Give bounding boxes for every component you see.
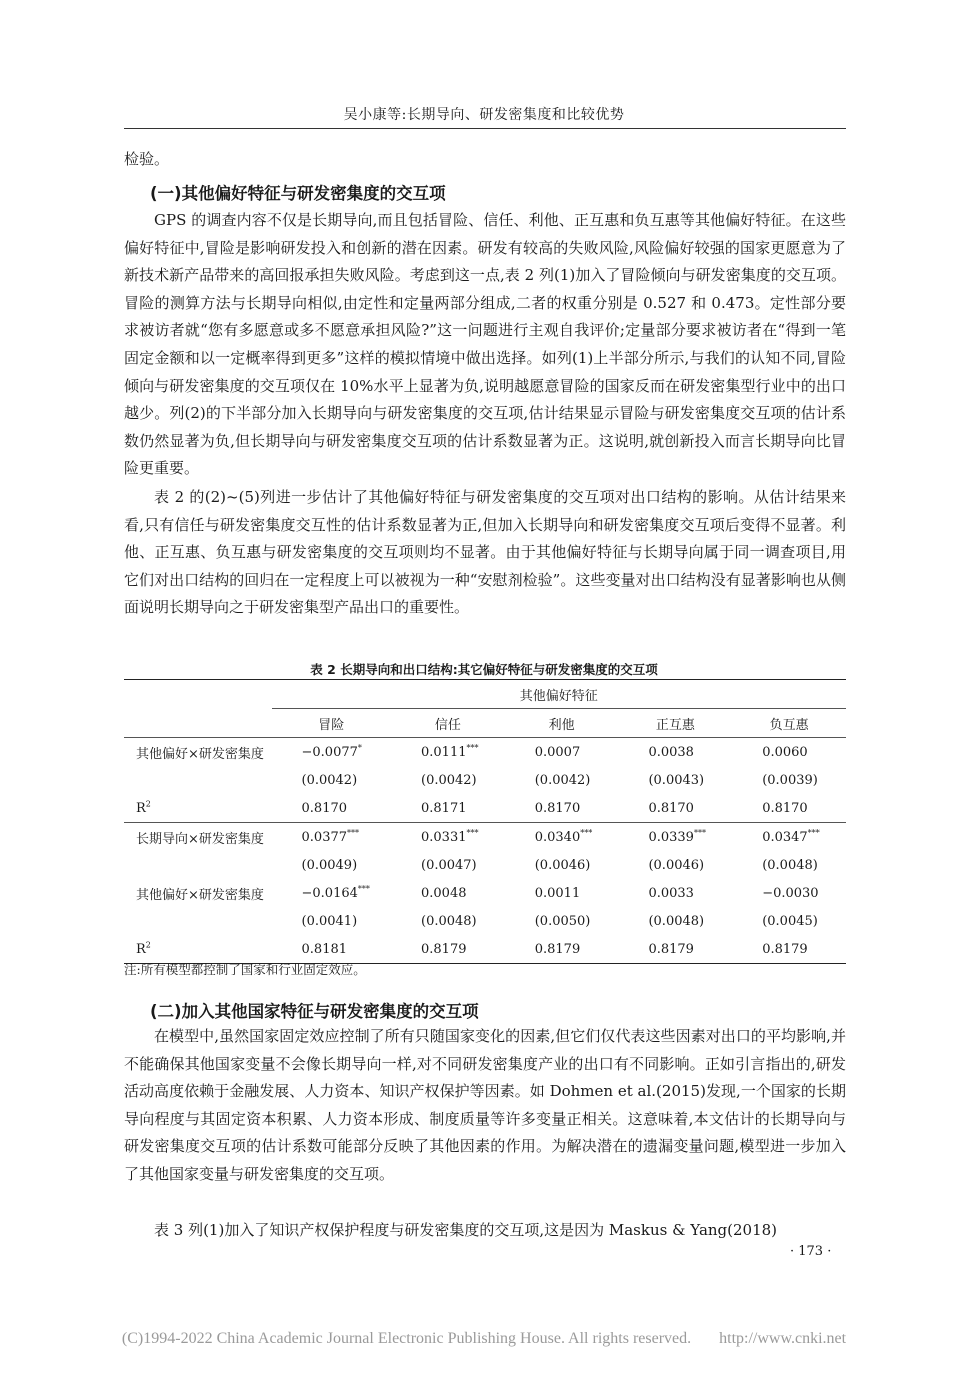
- coef-cell: 0.0060: [762, 744, 808, 760]
- coef-cell: −0.0077*: [301, 743, 362, 760]
- coef-cell: 0.0033: [648, 885, 694, 901]
- results-table: [124, 679, 846, 964]
- se-cell: (0.0041): [301, 913, 358, 929]
- coef-cell: 0.0111***: [421, 743, 479, 760]
- table-row: [124, 907, 846, 935]
- table-row: [124, 738, 846, 767]
- r2-label: $R^2$: [136, 799, 151, 816]
- coef-cell: 0.0339***: [618, 823, 732, 852]
- table-column-header-row: [124, 709, 846, 738]
- section-heading-2: (二)加入其他国家特征与研发密集度的交互项: [150, 1002, 479, 1021]
- table-row: [124, 851, 846, 879]
- se-cell: (0.0045): [762, 913, 818, 929]
- group-header: 其他偏好特征: [272, 680, 846, 709]
- se-cell: (0.0039): [762, 772, 818, 788]
- se-cell: (0.0050): [534, 913, 591, 929]
- table-row: [124, 879, 846, 907]
- previous-paragraph-tail: 检验。: [124, 150, 170, 168]
- r2-cell: 0.8181: [272, 935, 391, 964]
- se-cell: (0.0048): [421, 913, 477, 929]
- table-row: [124, 823, 846, 852]
- footer-url: http://www.cnki.net: [719, 1330, 847, 1347]
- coef-cell: 0.0331***: [391, 823, 505, 852]
- table-row: [124, 766, 846, 794]
- copyright-text: (C)1994-2022 China Academic Journal Electronic Publishing House. All rights reserved.: [121, 1330, 692, 1347]
- header-rule: [124, 128, 846, 129]
- table-group-header-row: [124, 680, 846, 709]
- table-caption: 表 2 长期导向和出口结构:其它偏好特征与研发密集度的交互项: [310, 662, 658, 677]
- body-paragraph-1: GPS 的调查内容不仅是长期导向,而且包括冒险、信任、利他、正互惠和负互惠等其他偏好特征。在这些偏好特征中,冒险是影响研发投入和创新的潜在因素。研发有较高的失败风险,风险偏好较强的国家更愿意为了新技术新产品带来的高回报承担失败风险。考虑到这一点,表 2 列(1)加入了冒险倾向与研发密集度的交互项。冒险的测算方法与长期导向相似,由定性和定量两部分组成,二者的权重分别是 0.527 和 0.473。定性部分要求被访者就“您有多愿意或多不愿意承担风险?”这一问题进行主观自我评价;定量部分要求被访者在“得到一笔固定金额和以一定概率得到更多”这样的模拟情境中做出选择。如列(1)上半部分所示,与我们的认知不同,冒险倾向与研发密集度的交互项仅在 10%水平上显著为负,说明越愿意冒险的国家反而在研发密集型行业中的出口越少。列(2)的下半部分加入长期导向与研发密集度的交互项,估计结果显示冒险与研发密集度交互项的估计系数仍然显著为负,但长期导向与研发密集度交互项的估计系数显著为正。这说明,就创新投入而言长期导向比冒险更重要。: [124, 211, 846, 478]
- body-paragraph-2: 表 2 的(2)~(5)列进一步估计了其他偏好特征与研发密集度的交互项对出口结构的影响。从估计结果来看,只有信任与研发密集度交互性的估计系数显著为正,但加入长期导向和研发密集度交互项后变得不显著。利他、正互惠、负互惠与研发密集度的交互项则均不显著。由于其他偏好特征与长期导向属于同一调查项目,用它们对出口结构的回归在一定程度上可以被视为一种“安慰剂检验”。这些变量对出口结构没有显著影响也从侧面说明长期导向之于研发密集型产品出口的重要性。: [124, 488, 846, 617]
- coef-cell: 0.0377***: [272, 823, 391, 852]
- se-cell: (0.0046): [648, 857, 705, 873]
- table-note: 注:所有模型都控制了国家和行业固定效应。: [124, 962, 366, 977]
- r2-cell: 0.8170: [534, 800, 581, 816]
- column-header: 负互惠: [732, 709, 846, 738]
- r2-label: $R^2$: [124, 935, 272, 964]
- column-header: 正互惠: [618, 709, 732, 738]
- se-cell: (0.0043): [648, 772, 705, 788]
- column-header: 利他: [505, 709, 619, 738]
- body-paragraph-3: 在模型中,虽然国家固定效应控制了所有只随国家变化的因素,但它们仅代表这些因素对出口的平均影响,并不能确保其他国家变量不会像长期导向一样,对不同研发密集度产业的出口有不同影响。正如引言指出的,研发活动高度依赖于金融发展、人力资本、知识产权保护等因素。如 Dohmen et al.(2015)发现,一个国家的长期导向程度与其固定资本积累、人力资本形成、制度质量等许多变量正相关。这意味着,本文估计的长期导向与研发密集度交互项的估计系数可能部分反映了其他因素的作用。为解决潜在的遗漏变量问题,模型进一步加入了其他国家变量与研发密集度的交互项。: [124, 1027, 846, 1183]
- column-header: 冒险: [272, 709, 391, 738]
- body-paragraph-4: 表 3 列(1)加入了知识产权保护程度与研发密集度的交互项,这是因为 Maskus & Yang(2018): [154, 1221, 778, 1239]
- table-row: [124, 794, 846, 823]
- se-cell: (0.0048): [762, 857, 818, 873]
- coef-cell: 0.0347***: [732, 823, 846, 852]
- row-label: 其他偏好×研发密集度: [136, 746, 264, 762]
- coef-cell: 0.0048: [421, 885, 467, 901]
- coef-cell: 0.0007: [534, 744, 581, 760]
- page-number: · 173 ·: [790, 1244, 832, 1259]
- r2-cell: 0.8179: [618, 935, 732, 964]
- se-cell: (0.0046): [534, 857, 591, 873]
- se-cell: (0.0042): [534, 772, 591, 788]
- se-cell: (0.0042): [421, 772, 477, 788]
- copyright-footer: [0, 1330, 968, 1348]
- se-cell: (0.0048): [648, 913, 705, 929]
- r2-cell: 0.8170: [301, 800, 348, 816]
- row-label: 其他偏好×研发密集度: [136, 887, 264, 903]
- coef-cell: −0.0164***: [301, 884, 370, 901]
- r2-cell: 0.8170: [648, 800, 694, 816]
- se-cell: (0.0047): [421, 857, 477, 873]
- r2-cell: 0.8171: [421, 800, 467, 816]
- r2-cell: 0.8179: [732, 935, 846, 964]
- coef-cell: 0.0038: [648, 744, 694, 760]
- se-cell: (0.0042): [301, 772, 358, 788]
- row-label: 长期导向×研发密集度: [124, 823, 272, 852]
- section-heading-1: (一)其他偏好特征与研发密集度的交互项: [150, 184, 446, 203]
- r2-cell: 0.8170: [762, 800, 808, 816]
- se-cell: (0.0049): [301, 857, 358, 873]
- coef-cell: 0.0340***: [505, 823, 619, 852]
- column-header: 信任: [391, 709, 505, 738]
- coef-cell: 0.0011: [534, 885, 581, 901]
- coef-cell: −0.0030: [762, 885, 819, 901]
- r2-cell: 0.8179: [391, 935, 505, 964]
- running-header: 吴小康等:长期导向、研发密集度和比较优势: [343, 107, 625, 123]
- r2-cell: 0.8179: [505, 935, 619, 964]
